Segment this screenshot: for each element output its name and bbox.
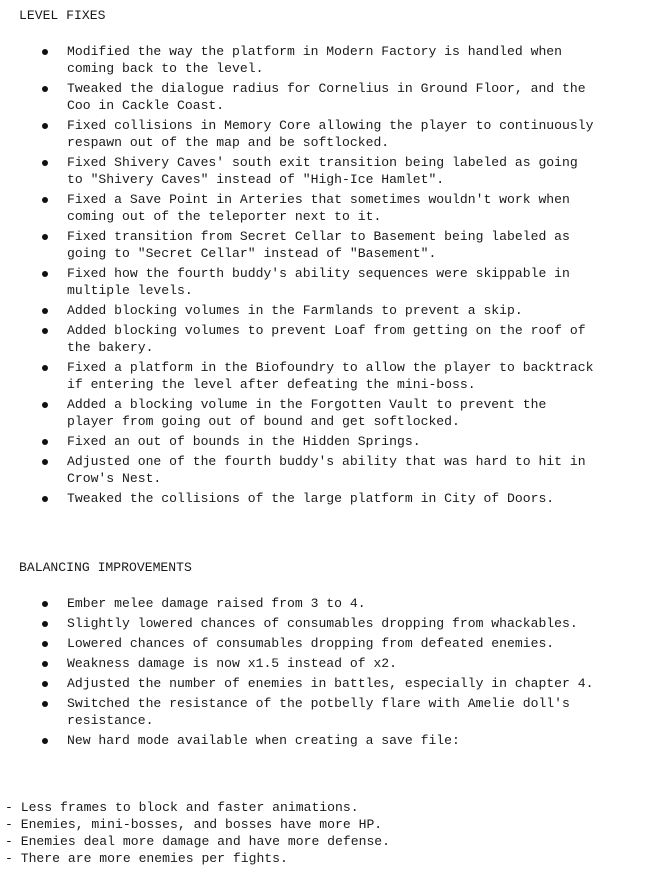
list-item: Fixed an out of bounds in the Hidden Springs.: [0, 433, 597, 450]
list-item: Tweaked the dialogue radius for Cornelius in Ground Floor, and the Coo in Cackle Coast.: [0, 80, 597, 114]
bullet-icon: [42, 641, 48, 647]
balancing-improvements-list: [0, 595, 650, 752]
list-item: Weakness damage is now x1.5 instead of x2.: [0, 655, 597, 672]
list-item: Switched the resistance of the potbelly flare with Amelie doll's resistance.: [0, 695, 597, 729]
list-item: - Less frames to block and faster animations.: [5, 800, 359, 815]
list-item: Added blocking volumes to prevent Loaf from getting on the roof of the bakery.: [0, 322, 597, 356]
bullet-icon: [42, 738, 48, 744]
bullet-icon: [42, 661, 48, 667]
bullet-icon: [42, 123, 48, 129]
section-heading-level-fixes: LEVEL FIXES: [19, 8, 106, 23]
bullet-icon: [42, 439, 48, 445]
hard-mode-details-list: [5, 799, 390, 867]
list-item: - Enemies deal more damage and have more defense.: [5, 834, 391, 849]
bullet-icon: [42, 86, 48, 92]
list-item: Modified the way the platform in Modern Factory is handled when coming back to the level.: [0, 43, 597, 77]
list-item: - There are more enemies per fights.: [5, 851, 288, 866]
list-item: Fixed a platform in the Biofoundry to allow the player to backtrack if entering the level after defeating the mini-boss.: [0, 359, 597, 393]
bullet-icon: [42, 271, 48, 277]
bullet-icon: [42, 234, 48, 240]
bullet-icon: [42, 160, 48, 166]
bullet-icon: [42, 328, 48, 334]
bullet-icon: [42, 601, 48, 607]
bullet-icon: [42, 365, 48, 371]
list-item: Fixed how the fourth buddy's ability sequences were skippable in multiple levels.: [0, 265, 597, 299]
list-item: Ember melee damage raised from 3 to 4.: [0, 595, 597, 612]
list-item: New hard mode available when creating a save file:: [0, 732, 597, 749]
list-item: Fixed a Save Point in Arteries that sometimes wouldn't work when coming out of the teleporter next to it.: [0, 191, 597, 225]
list-item: Tweaked the collisions of the large platform in City of Doors.: [0, 490, 597, 507]
bullet-icon: [42, 701, 48, 707]
bullet-icon: [42, 197, 48, 203]
list-item: Lowered chances of consumables dropping from defeated enemies.: [0, 635, 597, 652]
level-fixes-list: [0, 43, 650, 510]
list-item: Fixed Shivery Caves' south exit transition being labeled as going to "Shivery Caves" instead of "High-Ice Hamlet".: [0, 154, 597, 188]
list-item: Adjusted the number of enemies in battles, especially in chapter 4.: [0, 675, 597, 692]
section-heading-balancing-improvements: BALANCING IMPROVEMENTS: [19, 560, 192, 575]
list-item: Fixed transition from Secret Cellar to Basement being labeled as going to "Secret Cellar" instead of "Basement".: [0, 228, 597, 262]
list-item: Slightly lowered chances of consumables dropping from whackables.: [0, 615, 597, 632]
bullet-icon: [42, 308, 48, 314]
list-item: Added blocking volumes in the Farmlands to prevent a skip.: [0, 302, 597, 319]
list-item: Added a blocking volume in the Forgotten Vault to prevent the player from going out of bound and get softlocked.: [0, 396, 597, 430]
bullet-icon: [42, 49, 48, 55]
list-item: Fixed collisions in Memory Core allowing the player to continuously respawn out of the map and be softlocked.: [0, 117, 597, 151]
bullet-icon: [42, 402, 48, 408]
list-item: - Enemies, mini-bosses, and bosses have more HP.: [5, 817, 383, 832]
bullet-icon: [42, 681, 48, 687]
list-item: Adjusted one of the fourth buddy's ability that was hard to hit in Crow's Nest.: [0, 453, 597, 487]
bullet-icon: [42, 496, 48, 502]
bullet-icon: [42, 621, 48, 627]
bullet-icon: [42, 459, 48, 465]
